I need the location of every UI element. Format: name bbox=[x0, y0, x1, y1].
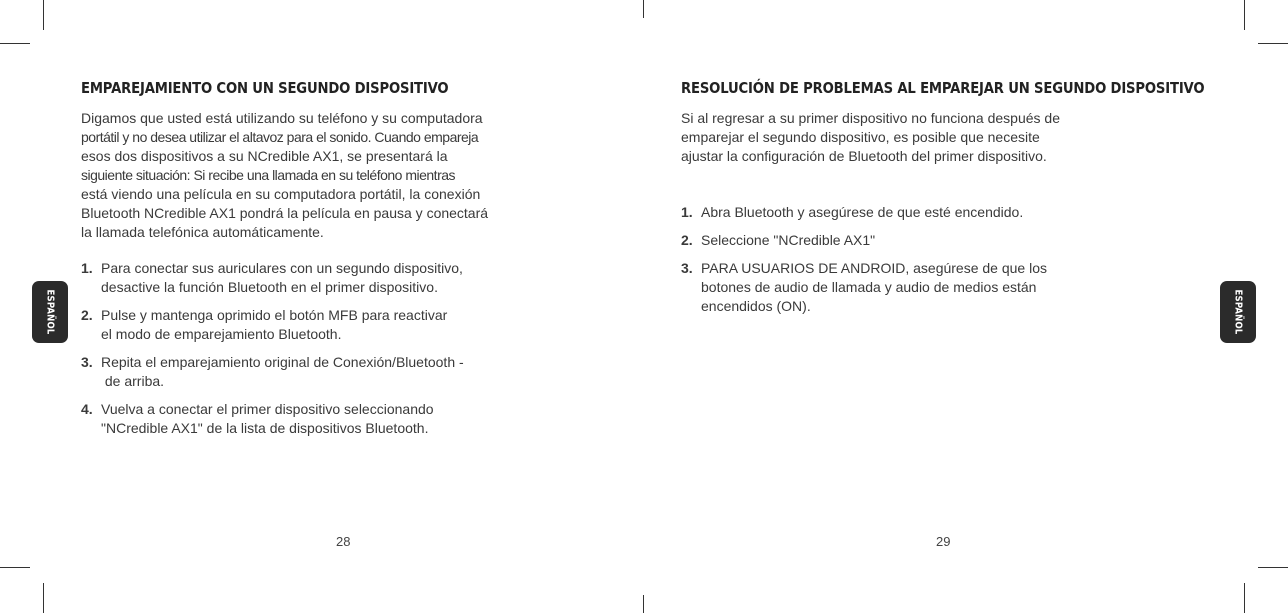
step-text: el modo de emparejamiento Bluetooth. bbox=[101, 326, 342, 342]
step-number: 3. bbox=[681, 260, 693, 276]
steps-list-right bbox=[681, 203, 1047, 325]
step-text: Abra Bluetooth y asegúrese de que esté encendido. bbox=[701, 204, 1024, 220]
crop-mark bbox=[643, 0, 644, 18]
page-number-left: 28 bbox=[336, 534, 351, 549]
step-text: Pulse y mantenga oprimido el botón MFB para reactivar bbox=[101, 307, 448, 323]
side-tab-label: ESPAÑOL bbox=[44, 289, 56, 335]
list-item bbox=[81, 259, 464, 297]
intro-paragraph-right bbox=[681, 109, 1060, 166]
text-line: la llamada telefónica automáticamente. bbox=[81, 224, 324, 240]
crop-mark bbox=[643, 595, 644, 613]
text-line: emparejar el segundo dispositivo, es posible que necesite bbox=[681, 129, 1040, 145]
step-number: 1. bbox=[681, 204, 693, 220]
text-line: Bluetooth NCredible AX1 pondrá la película en pausa y conectará bbox=[81, 205, 489, 221]
crop-mark bbox=[1244, 0, 1245, 30]
step-number: 4. bbox=[81, 401, 93, 417]
step-number: 2. bbox=[81, 307, 93, 323]
text-line: siguiente situación: Si recibe una llamada en su teléfono mientras bbox=[81, 167, 456, 183]
intro-paragraph-left bbox=[81, 109, 488, 242]
step-number: 1. bbox=[81, 260, 93, 276]
text-line: está viendo una película en su computadora portátil, la conexión bbox=[81, 186, 481, 202]
step-text: PARA USUARIOS DE ANDROID, asegúrese de que los bbox=[701, 260, 1047, 276]
list-item bbox=[81, 353, 464, 391]
step-text: de arriba. bbox=[101, 373, 165, 389]
step-text: Seleccione "NCredible AX1" bbox=[701, 232, 876, 248]
page-number-right: 29 bbox=[936, 534, 951, 549]
step-text: Para conectar sus auriculares con un segundo dispositivo, bbox=[101, 260, 463, 276]
step-number: 3. bbox=[81, 354, 93, 370]
language-side-tab bbox=[1220, 281, 1256, 343]
step-number: 2. bbox=[681, 232, 693, 248]
text-line: ajustar la configuración de Bluetooth del primer dispositivo. bbox=[681, 148, 1047, 164]
text-line: Digamos que usted está utilizando su teléfono y su computadora bbox=[81, 110, 483, 126]
text-line: portátil y no desea utilizar el altavoz para el sonido. Cuando empareja bbox=[81, 129, 479, 145]
language-side-tab bbox=[32, 281, 68, 343]
step-text: Repita el emparejamiento original de Conexión/Bluetooth - bbox=[101, 354, 464, 370]
crop-mark bbox=[1258, 43, 1288, 44]
step-text: encendidos (ON). bbox=[701, 298, 811, 314]
crop-mark bbox=[0, 567, 30, 568]
text-line: esos dos dispositivos a su NCredible AX1, se presentará la bbox=[81, 148, 448, 164]
crop-mark bbox=[43, 583, 44, 613]
text-line: Si al regresar a su primer dispositivo no funciona después de bbox=[681, 110, 1060, 126]
list-item bbox=[681, 203, 1047, 222]
list-item bbox=[81, 306, 464, 344]
section-heading-left: EMPAREJAMIENTO CON UN SEGUNDO DISPOSITIVO bbox=[81, 79, 449, 97]
step-text: desactive la función Bluetooth en el primer dispositivo. bbox=[101, 279, 438, 295]
list-item bbox=[681, 259, 1047, 316]
crop-mark bbox=[1244, 583, 1245, 613]
section-heading-right: RESOLUCIÓN DE PROBLEMAS AL EMPAREJAR UN SEGUNDO DISPOSITIVO bbox=[681, 79, 1205, 97]
step-text: "NCredible AX1" de la lista de dispositivos Bluetooth. bbox=[101, 420, 429, 436]
step-text: Vuelva a conectar el primer dispositivo seleccionando bbox=[101, 401, 434, 417]
list-item bbox=[81, 400, 464, 438]
step-text: botones de audio de llamada y audio de medios están bbox=[701, 279, 1037, 295]
crop-mark bbox=[1258, 567, 1288, 568]
crop-mark bbox=[0, 43, 30, 44]
list-item bbox=[681, 231, 1047, 250]
steps-list-left bbox=[81, 259, 464, 447]
side-tab-label: ESPAÑOL bbox=[1232, 289, 1244, 335]
crop-mark bbox=[43, 0, 44, 30]
